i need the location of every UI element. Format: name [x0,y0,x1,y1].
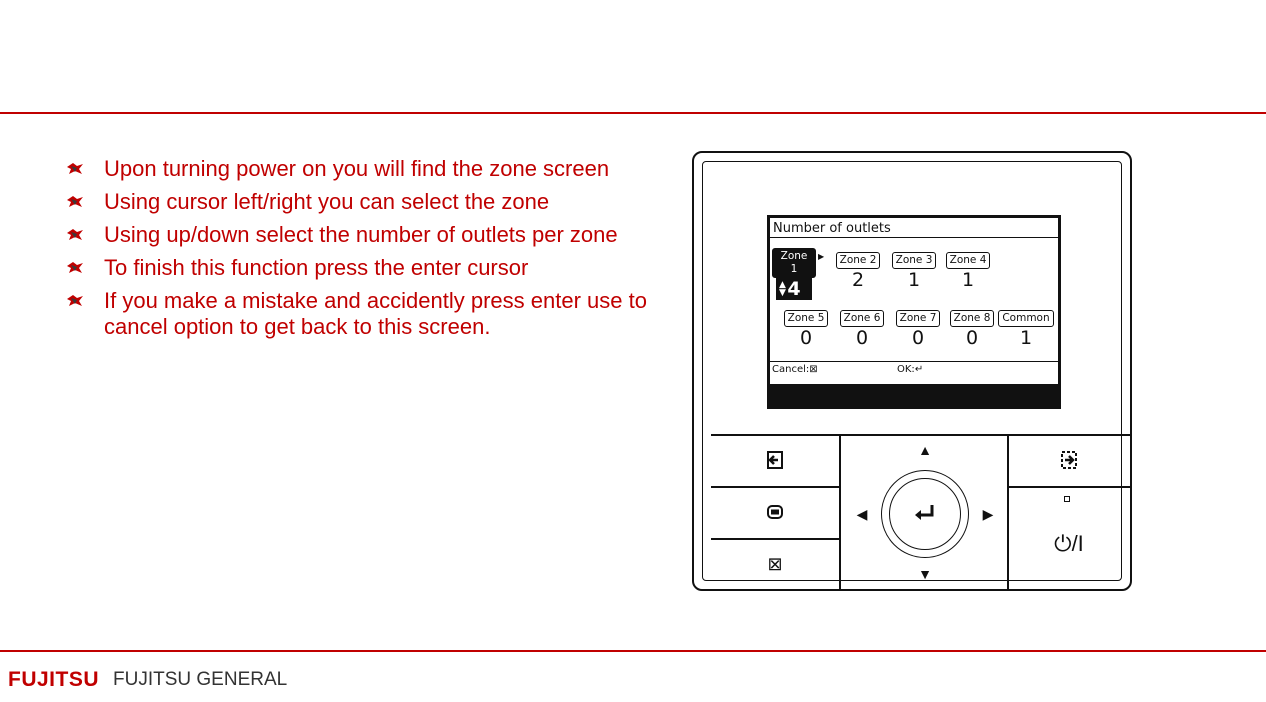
zone-value: 1 [961,269,975,291]
bullet-text: If you make a mistake and accidently press enter use to cancel option to get back to this screen. [104,288,647,339]
zone-label: Zone 6 [840,310,885,327]
list-item [66,288,676,340]
back-button[interactable] [711,434,839,486]
lcd-title: Number of outlets [773,221,891,236]
cancel-icon: ⊠ [809,364,818,375]
zone-value: 0 [855,327,869,349]
divider [839,434,841,590]
zone-label: Zone 4 [946,252,991,269]
left-arrow-icon: ◀ [856,505,868,522]
right-arrow-button[interactable] [973,500,1003,528]
zone-8[interactable] [944,306,1000,349]
lcd-ok-hint: OK:↵ [897,364,924,375]
list-item [66,255,676,281]
lcd-divider [770,237,1058,238]
lcd-screen [767,215,1061,409]
up-arrow-button[interactable] [881,438,969,462]
zone-5[interactable] [778,306,834,349]
zone-value: 0 [911,327,925,349]
zone-value: 0 [799,327,813,349]
zone-2[interactable] [830,248,886,291]
list-item [66,222,676,248]
bullet-icon [66,255,104,281]
cancel-button[interactable] [711,538,839,590]
cursor-arrow-icon: ▶ [818,252,825,261]
remote-controller [692,151,1132,591]
left-arrow-button[interactable] [847,500,877,528]
company-name: FUJITSU GENERAL [113,669,288,690]
indicator-lamp [1064,496,1070,502]
bottom-divider [0,650,1266,652]
bullet-text: Upon turning power on you will find the zone screen [104,156,610,181]
zone-common[interactable] [996,306,1056,349]
zone-label: Zone 8 [950,310,995,327]
enter-button[interactable] [889,478,961,550]
list-item [66,189,676,215]
up-arrow-icon: ▲ [918,442,932,458]
right-arrow-icon: ▶ [982,505,994,522]
cancel-icon: ⊠ [767,553,783,574]
zone-grid [770,244,1058,364]
bullet-text: To finish this function press the enter cursor [104,255,529,280]
zone-value: 1 [907,269,921,291]
zone-value: 0 [965,327,979,349]
controller-face [702,161,1122,581]
enter-icon [912,503,938,525]
exit-icon [767,451,783,469]
zone-label: Common [998,310,1053,327]
zone-1[interactable] [772,248,816,300]
forward-icon [1061,451,1077,469]
zone-3[interactable] [886,248,942,291]
zone-label: Zone 5 [784,310,829,327]
enter-icon: ↵ [914,364,924,375]
zone-label: Zone 2 [836,252,881,269]
bullet-text: Using up/down select the number of outlets per zone [104,222,618,247]
down-arrow-icon: ▼ [918,566,932,582]
top-divider [0,112,1266,114]
zone-6[interactable] [834,306,890,349]
bullet-icon [66,189,104,215]
zone-4[interactable] [940,248,996,291]
menu-button[interactable] [711,486,839,538]
zone-value: 1 [1019,327,1033,349]
forward-button[interactable] [1007,434,1131,486]
brand-logo: FUJITSU [8,668,100,691]
menu-icon [767,505,783,519]
zone-label: Zone 7 [896,310,941,327]
list-item [66,156,676,182]
lcd-divider [770,361,1058,362]
power-button[interactable] [1007,514,1131,574]
bullet-icon [66,222,104,248]
zone-value: ▲ ▼ 4 [776,278,812,300]
bullet-icon [66,156,104,182]
zone-label: Zone 3 [892,252,937,269]
lcd-status-bar [770,384,1058,406]
zone-value: 2 [851,269,865,291]
bullet-icon [66,288,104,314]
power-icon: ⏻/I [1054,531,1084,556]
down-arrow-button[interactable] [881,562,969,586]
zone-7[interactable] [890,306,946,349]
lcd-cancel-hint: Cancel:⊠ [772,364,818,375]
footer-logo [8,668,287,692]
instruction-list [66,156,676,347]
up-down-icon: ▲ ▼ [779,280,786,298]
zone-label: Zone 1 [772,248,816,278]
divider [1007,486,1131,488]
bullet-text: Using cursor left/right you can select the zone [104,189,550,214]
button-panel [711,434,1131,590]
